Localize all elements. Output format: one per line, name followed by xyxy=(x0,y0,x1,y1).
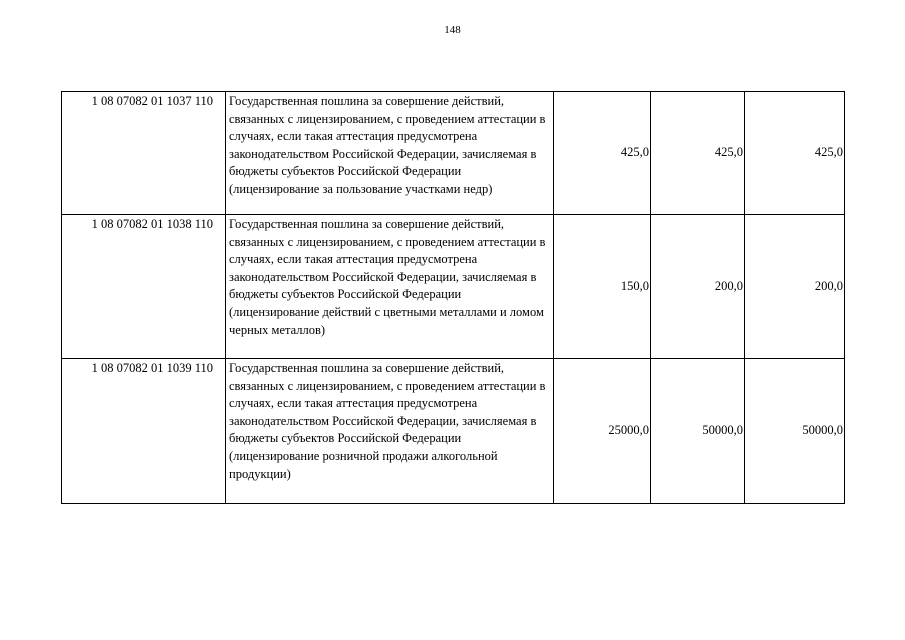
amount-cell-year-2: 200,0 xyxy=(651,215,745,359)
description-cell: Государственная пошлина за совершение действий, связанных с лицензированием, с проведением аттестации в случаях, если такая аттестация предусмотрена законодательством Российской Федерации, зачисляемая в бюджеты субъектов Российской Федерации (лицензирование действий с цветными металлами и ломом черных металлов) xyxy=(226,215,554,359)
page-number: 148 xyxy=(444,24,461,36)
description-cell: Государственная пошлина за совершение действий, связанных с лицензированием, с проведением аттестации в случаях, если такая аттестация предусмотрена законодательством Российской Федерации, зачисляемая в бюджеты субъектов Российской Федерации (лицензирование за пользование участками недр) xyxy=(226,92,554,215)
amount-cell-year-3: 425,0 xyxy=(745,92,845,215)
budget-revenue-table xyxy=(61,91,845,504)
budget-code-cell: 1 08 07082 01 1039 110 xyxy=(62,359,226,504)
amount-cell-year-1: 150,0 xyxy=(554,215,651,359)
table-row xyxy=(62,359,845,504)
budget-code-cell: 1 08 07082 01 1037 110 xyxy=(62,92,226,215)
amount-cell-year-1: 25000,0 xyxy=(554,359,651,504)
amount-cell-year-1: 425,0 xyxy=(554,92,651,215)
amount-cell-year-3: 50000,0 xyxy=(745,359,845,504)
table-row xyxy=(62,215,845,359)
amount-cell-year-3: 200,0 xyxy=(745,215,845,359)
amount-cell-year-2: 50000,0 xyxy=(651,359,745,504)
table-row xyxy=(62,92,845,215)
amount-cell-year-2: 425,0 xyxy=(651,92,745,215)
budget-code-cell: 1 08 07082 01 1038 110 xyxy=(62,215,226,359)
description-cell: Государственная пошлина за совершение действий, связанных с лицензированием, с проведением аттестации в случаях, если такая аттестация предусмотрена законодательством Российской Федерации, зачисляемая в бюджеты субъектов Российской Федерации (лицензирование розничной продажи алкогольной продукции) xyxy=(226,359,554,504)
